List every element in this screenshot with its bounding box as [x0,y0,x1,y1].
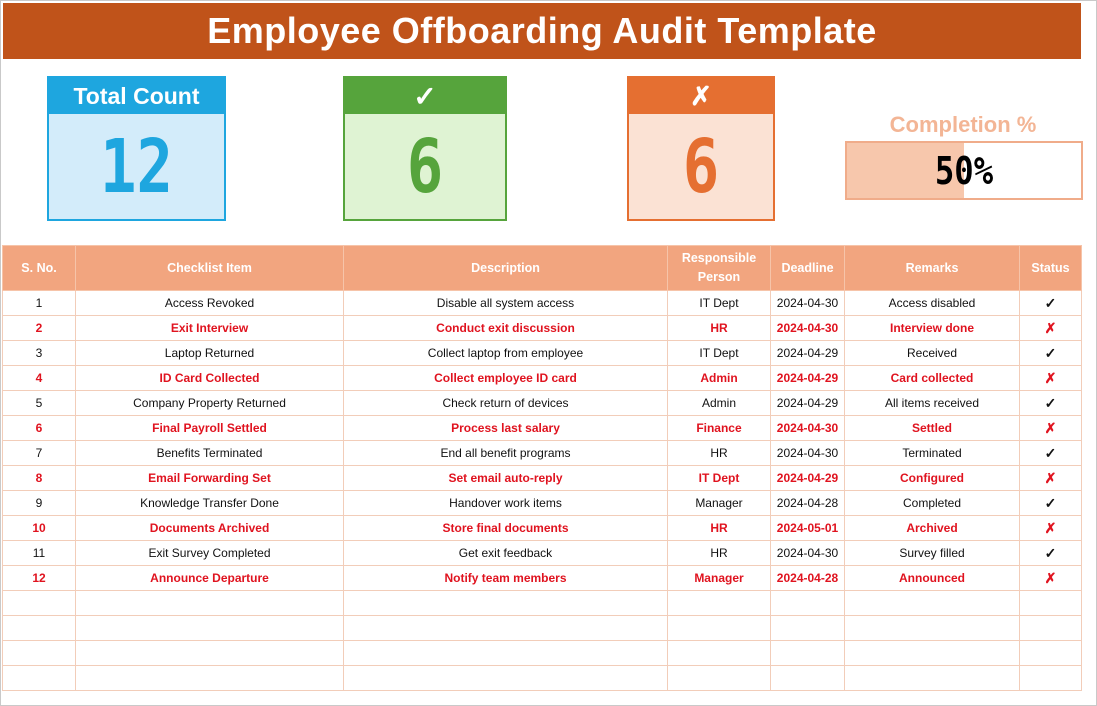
responsible-person-cell[interactable]: Admin [668,391,771,416]
remarks-cell[interactable]: Settled [845,416,1020,441]
responsible-person-cell[interactable]: HR [668,441,771,466]
header-responsible-person[interactable]: Responsible Person [668,246,771,291]
empty-cell[interactable] [76,641,344,666]
remarks-cell[interactable]: Announced [845,566,1020,591]
empty-cell[interactable] [771,641,845,666]
table-row [3,466,1082,491]
audit-table [2,245,1082,691]
description-cell[interactable]: Check return of devices [344,391,668,416]
empty-cell[interactable] [668,641,771,666]
description-cell[interactable]: Get exit feedback [344,541,668,566]
table-row [3,491,1082,516]
header-remarks[interactable]: Remarks [845,246,1020,291]
cross-icon: ✗ [629,78,773,114]
total-count-label: Total Count [49,78,224,114]
empty-cell[interactable] [3,616,76,641]
remarks-cell[interactable]: Terminated [845,441,1020,466]
completion-progress-bar [845,141,1083,200]
serial-no-cell[interactable]: 3 [3,341,76,366]
description-cell[interactable]: Notify team members [344,566,668,591]
checklist-item-cell[interactable]: Exit Survey Completed [76,541,344,566]
status-cross-icon[interactable]: ✗ [1020,516,1082,541]
serial-no-cell[interactable]: 2 [3,316,76,341]
serial-no-cell[interactable]: 7 [3,441,76,466]
checklist-item-cell[interactable]: Documents Archived [76,516,344,541]
status-cross-icon[interactable]: ✗ [1020,466,1082,491]
description-cell[interactable]: End all benefit programs [344,441,668,466]
responsible-person-cell[interactable]: Manager [668,491,771,516]
deadline-cell[interactable]: 2024-04-30 [771,291,845,316]
header-serial-no[interactable]: S. No. [3,246,76,291]
description-cell[interactable]: Store final documents [344,516,668,541]
empty-cell[interactable] [845,666,1020,691]
deadline-cell[interactable]: 2024-04-29 [771,366,845,391]
responsible-person-cell[interactable]: IT Dept [668,466,771,491]
responsible-person-cell[interactable]: HR [668,516,771,541]
total-count-card [47,76,226,221]
deadline-cell[interactable]: 2024-04-28 [771,491,845,516]
status-cross-icon[interactable]: ✗ [1020,316,1082,341]
completion-label: Completion % [889,112,1037,137]
description-cell[interactable]: Set email auto-reply [344,466,668,491]
table-row [3,341,1082,366]
serial-no-cell[interactable]: 8 [3,466,76,491]
empty-cell[interactable] [344,616,668,641]
remarks-cell[interactable]: Configured [845,466,1020,491]
checklist-item-cell[interactable]: Exit Interview [76,316,344,341]
empty-cell[interactable] [3,666,76,691]
checklist-item-cell[interactable]: ID Card Collected [76,366,344,391]
check-icon: ✓ [345,78,505,114]
table-row [3,391,1082,416]
empty-cell[interactable] [1020,616,1082,641]
pending-count-card [627,76,775,221]
checklist-item-cell[interactable]: Announce Departure [76,566,344,591]
pending-count-value: 6 [682,124,720,210]
responsible-person-cell[interactable]: HR [668,316,771,341]
header-deadline[interactable]: Deadline [771,246,845,291]
serial-no-cell[interactable]: 1 [3,291,76,316]
remarks-cell[interactable]: Received [845,341,1020,366]
empty-cell[interactable] [668,666,771,691]
table-row [3,566,1082,591]
serial-no-cell[interactable]: 10 [3,516,76,541]
table-row [3,291,1082,316]
empty-table-row [3,591,1082,616]
description-cell[interactable]: Process last salary [344,416,668,441]
table-row [3,541,1082,566]
deadline-cell[interactable]: 2024-04-29 [771,391,845,416]
remarks-cell[interactable]: Completed [845,491,1020,516]
header-status[interactable]: Status [1020,246,1082,291]
checklist-item-cell[interactable]: Email Forwarding Set [76,466,344,491]
table-row [3,416,1082,441]
status-check-icon[interactable]: ✓ [1020,391,1082,416]
empty-cell[interactable] [845,591,1020,616]
serial-no-cell[interactable]: 11 [3,541,76,566]
description-cell[interactable]: Collect employee ID card [344,366,668,391]
responsible-person-cell[interactable]: IT Dept [668,341,771,366]
status-cross-icon[interactable]: ✗ [1020,566,1082,591]
serial-no-cell[interactable]: 9 [3,491,76,516]
empty-cell[interactable] [76,666,344,691]
completion-percent: 50% [934,148,994,193]
empty-cell[interactable] [344,666,668,691]
empty-cell[interactable] [668,616,771,641]
status-check-icon[interactable]: ✓ [1020,441,1082,466]
empty-cell[interactable] [344,591,668,616]
checklist-item-cell[interactable]: Final Payroll Settled [76,416,344,441]
completed-count-card [343,76,507,221]
empty-cell[interactable] [1020,591,1082,616]
status-cross-icon[interactable]: ✗ [1020,416,1082,441]
remarks-cell[interactable]: Access disabled [845,291,1020,316]
description-cell[interactable]: Handover work items [344,491,668,516]
empty-cell[interactable] [668,591,771,616]
empty-cell[interactable] [1020,666,1082,691]
empty-cell[interactable] [771,666,845,691]
responsible-person-cell[interactable]: Finance [668,416,771,441]
description-cell[interactable]: Disable all system access [344,291,668,316]
deadline-cell[interactable]: 2024-04-29 [771,466,845,491]
empty-cell[interactable] [76,616,344,641]
empty-table-row [3,616,1082,641]
checklist-item-cell[interactable]: Company Property Returned [76,391,344,416]
responsible-person-cell[interactable]: Manager [668,566,771,591]
table-row [3,316,1082,341]
empty-cell[interactable] [3,641,76,666]
remarks-cell[interactable]: Card collected [845,366,1020,391]
responsible-person-cell[interactable]: HR [668,541,771,566]
page-title: Employee Offboarding Audit Template [3,3,1081,59]
empty-cell[interactable] [845,641,1020,666]
deadline-cell[interactable]: 2024-04-30 [771,541,845,566]
checklist-item-cell[interactable]: Benefits Terminated [76,441,344,466]
status-check-icon[interactable]: ✓ [1020,491,1082,516]
empty-cell[interactable] [344,641,668,666]
status-check-icon[interactable]: ✓ [1020,291,1082,316]
deadline-cell[interactable]: 2024-04-28 [771,566,845,591]
deadline-cell[interactable]: 2024-05-01 [771,516,845,541]
deadline-cell[interactable]: 2024-04-30 [771,441,845,466]
completed-count-value: 6 [406,124,444,210]
responsible-person-cell[interactable]: IT Dept [668,291,771,316]
table-header-row [3,246,1082,291]
remarks-cell[interactable]: Interview done [845,316,1020,341]
status-check-icon[interactable]: ✓ [1020,541,1082,566]
deadline-cell[interactable]: 2024-04-30 [771,316,845,341]
checklist-item-cell[interactable]: Laptop Returned [76,341,344,366]
header-checklist-item[interactable]: Checklist Item [76,246,344,291]
serial-no-cell[interactable]: 12 [3,566,76,591]
empty-table-row [3,641,1082,666]
description-cell[interactable]: Collect laptop from employee [344,341,668,366]
checklist-item-cell[interactable]: Access Revoked [76,291,344,316]
empty-cell[interactable] [1020,641,1082,666]
empty-cell[interactable] [3,591,76,616]
table-row [3,441,1082,466]
deadline-cell[interactable]: 2024-04-30 [771,416,845,441]
serial-no-cell[interactable]: 5 [3,391,76,416]
deadline-cell[interactable]: 2024-04-29 [771,341,845,366]
empty-table-row [3,666,1082,691]
status-cross-icon[interactable]: ✗ [1020,366,1082,391]
header-description[interactable]: Description [344,246,668,291]
serial-no-cell[interactable]: 4 [3,366,76,391]
remarks-cell[interactable]: Archived [845,516,1020,541]
total-count-value: 12 [99,124,174,210]
empty-cell[interactable] [771,591,845,616]
serial-no-cell[interactable]: 6 [3,416,76,441]
description-cell[interactable]: Conduct exit discussion [344,316,668,341]
empty-cell[interactable] [845,616,1020,641]
remarks-cell[interactable]: Survey filled [845,541,1020,566]
empty-cell[interactable] [76,591,344,616]
responsible-person-cell[interactable]: Admin [668,366,771,391]
status-check-icon[interactable]: ✓ [1020,341,1082,366]
table-row [3,516,1082,541]
empty-cell[interactable] [771,616,845,641]
table-row [3,366,1082,391]
remarks-cell[interactable]: All items received [845,391,1020,416]
checklist-item-cell[interactable]: Knowledge Transfer Done [76,491,344,516]
